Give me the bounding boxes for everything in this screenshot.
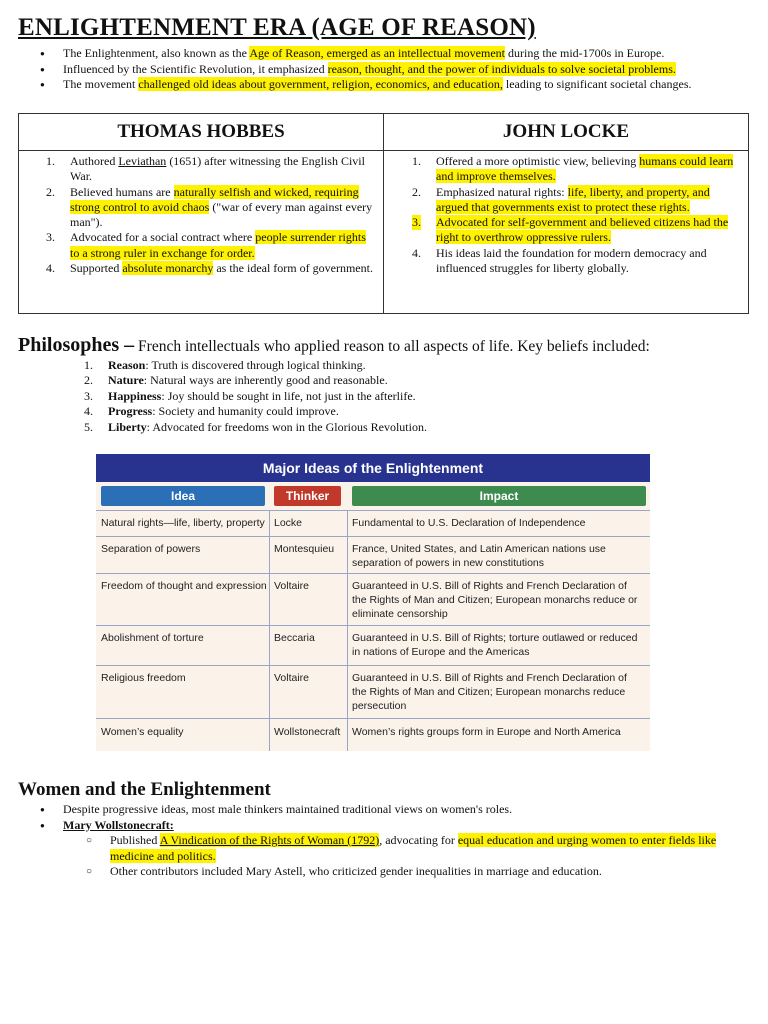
highlight: people surrender rights to a strong ruler in exchange for order. — [70, 230, 366, 260]
highlight: Age of Reason, emerged as an intellectual movement — [249, 46, 506, 60]
philosophes-desc: French intellectuals who applied reason to all aspects of life. Key beliefs included: — [134, 338, 650, 355]
locke-header: JOHN LOCKE — [502, 121, 630, 142]
major-ideas-table — [96, 454, 650, 751]
highlight: challenged old ideas about government, religion, economics, and education, — [138, 77, 503, 91]
philosophes-heading — [18, 334, 650, 357]
women-bullet — [18, 818, 758, 834]
table-row: Freedom of thought and expression Voltaire Guaranteed in U.S. Bill of Rights and French Declaration of the Rights of Man and Citizen; European monarchs reduce or eliminate censorship — [96, 573, 650, 626]
intro-item: ● Influenced by the Scientific Revolution, it emphasized reason, thought, and the power of individuals to solve societal problems. — [18, 62, 758, 78]
belief-item: 3. Happiness: Joy should be sought in life, not just in the afterlife. — [84, 388, 416, 403]
women-subbullet: ○ Other contributors included Mary Astell, who criticized gender inequalities in marriage and education. — [18, 864, 758, 880]
locke-item: 1. Offered a more optimistic view, believing humans could learn and improve themselves. — [412, 154, 734, 184]
page-title: ENLIGHTENMENT ERA (AGE OF REASON) — [18, 14, 536, 41]
book-title: Leviathan — [118, 154, 167, 168]
hobbes-header: THOMAS HOBBES — [117, 121, 285, 142]
highlight: equal education and urging women to enter fields like medicine and politics. — [110, 833, 717, 863]
intro-item: ● The Enlightenment, also known as the Age of Reason, emerged as an intellectual movement during the mid-1700s in Europe. — [18, 46, 758, 62]
hobbes-item: 2. Believed humans are naturally selfish and wicked, requiring strong control to avoid chaos ("war of every man against every man"). — [46, 184, 373, 230]
header-divider — [19, 150, 748, 151]
locke-item: 2. Emphasized natural rights: life, liberty, and property, and argued that governments exist to protect these rights. — [412, 184, 710, 214]
intro-item: ● The movement challenged old ideas about government, religion, economics, and education, leading to significant societal changes. — [18, 77, 758, 93]
highlight: Advocated for self-government and believed citizens had the right to overthrow oppressive rulers. — [436, 215, 729, 245]
highlight: reason, thought, and the power of individuals to solve societal problems. — [327, 61, 676, 76]
hobbes-item: 4. Supported absolute monarchy as the ideal form of government. — [46, 261, 373, 276]
highlight: life, liberty, and property, and argued that governments exist to protect these rights. — [436, 184, 710, 214]
table-row: Religious freedom Voltaire Guaranteed in U.S. Bill of Rights and French Declaration of the Rights of Man and Citizen; European monarchs reduce persecution — [96, 665, 650, 719]
locke-item: 4. His ideas laid the foundation for modern democracy and influenced struggles for liberty globally. — [412, 245, 707, 276]
table-row: Abolishment of torture Beccaria Guaranteed in U.S. Bill of Rights; torture outlawed or reduced in nations of Europe and the Americas — [96, 625, 650, 666]
belief-item: 4. Progress: Society and humanity could improve. — [84, 404, 339, 419]
hobbes-item: 3. Advocated for a social contract where people surrender rights to a strong ruler in exchange for order. — [46, 230, 366, 260]
table-row: Natural rights—life, liberty, property Locke Fundamental to U.S. Declaration of Independence — [96, 510, 650, 537]
highlight: humans could learn and improve themselves. — [436, 154, 734, 184]
hobbes-list — [33, 154, 373, 276]
locke-list — [399, 154, 739, 276]
intro-list — [18, 46, 758, 93]
major-ideas-title: Major Ideas of the Enlightenment — [96, 454, 650, 482]
belief-item: 5. Liberty: Advocated for freedoms won in the Glorious Revolution. — [84, 419, 427, 434]
women-list — [18, 802, 758, 880]
women-subbullet: ○ Published A Vindication of the Rights of Woman (1792), advocating for equal education and urging women to enter fields like medicine and politics. — [18, 833, 758, 864]
wollstonecraft-label: Mary Wollstonecraft: — [63, 817, 174, 832]
table-row: Separation of powers Montesquieu France, United States, and Latin American nations use separation of powers in new constitutions — [96, 536, 650, 574]
belief-item: 1. Reason: Truth is discovered through logical thinking. — [84, 358, 366, 372]
highlight: naturally selfish and wicked, requiring strong control to avoid chaos — [70, 184, 359, 214]
belief-item: 2. Nature: Natural ways are inherently good and reasonable. — [84, 373, 388, 388]
highlight: absolute monarchy — [122, 261, 214, 276]
table-row: Women’s equality Wollstonecraft Women’s rights groups form in Europe and North America — [96, 718, 650, 751]
women-bullet: ● Despite progressive ideas, most male thinkers maintained traditional views on women's roles. — [18, 802, 758, 818]
thinker-header: Thinker — [274, 486, 341, 506]
philosophes-list — [84, 358, 704, 435]
idea-header: Idea — [101, 486, 265, 506]
philosophes-title: Philosophes – — [18, 334, 135, 356]
locke-item: 3. Advocated for self-government and believed citizens had the right to overthrow oppressive rulers. — [412, 215, 729, 245]
hobbes-locke-table — [18, 113, 749, 314]
impact-header: Impact — [352, 486, 646, 506]
book-title: A Vindication of the Rights of Woman (1792) — [159, 833, 380, 847]
hobbes-item: 1. Authored Leviathan (1651) after witnessing the English Civil War. — [46, 154, 365, 184]
women-heading: Women and the Enlightenment — [18, 779, 271, 800]
